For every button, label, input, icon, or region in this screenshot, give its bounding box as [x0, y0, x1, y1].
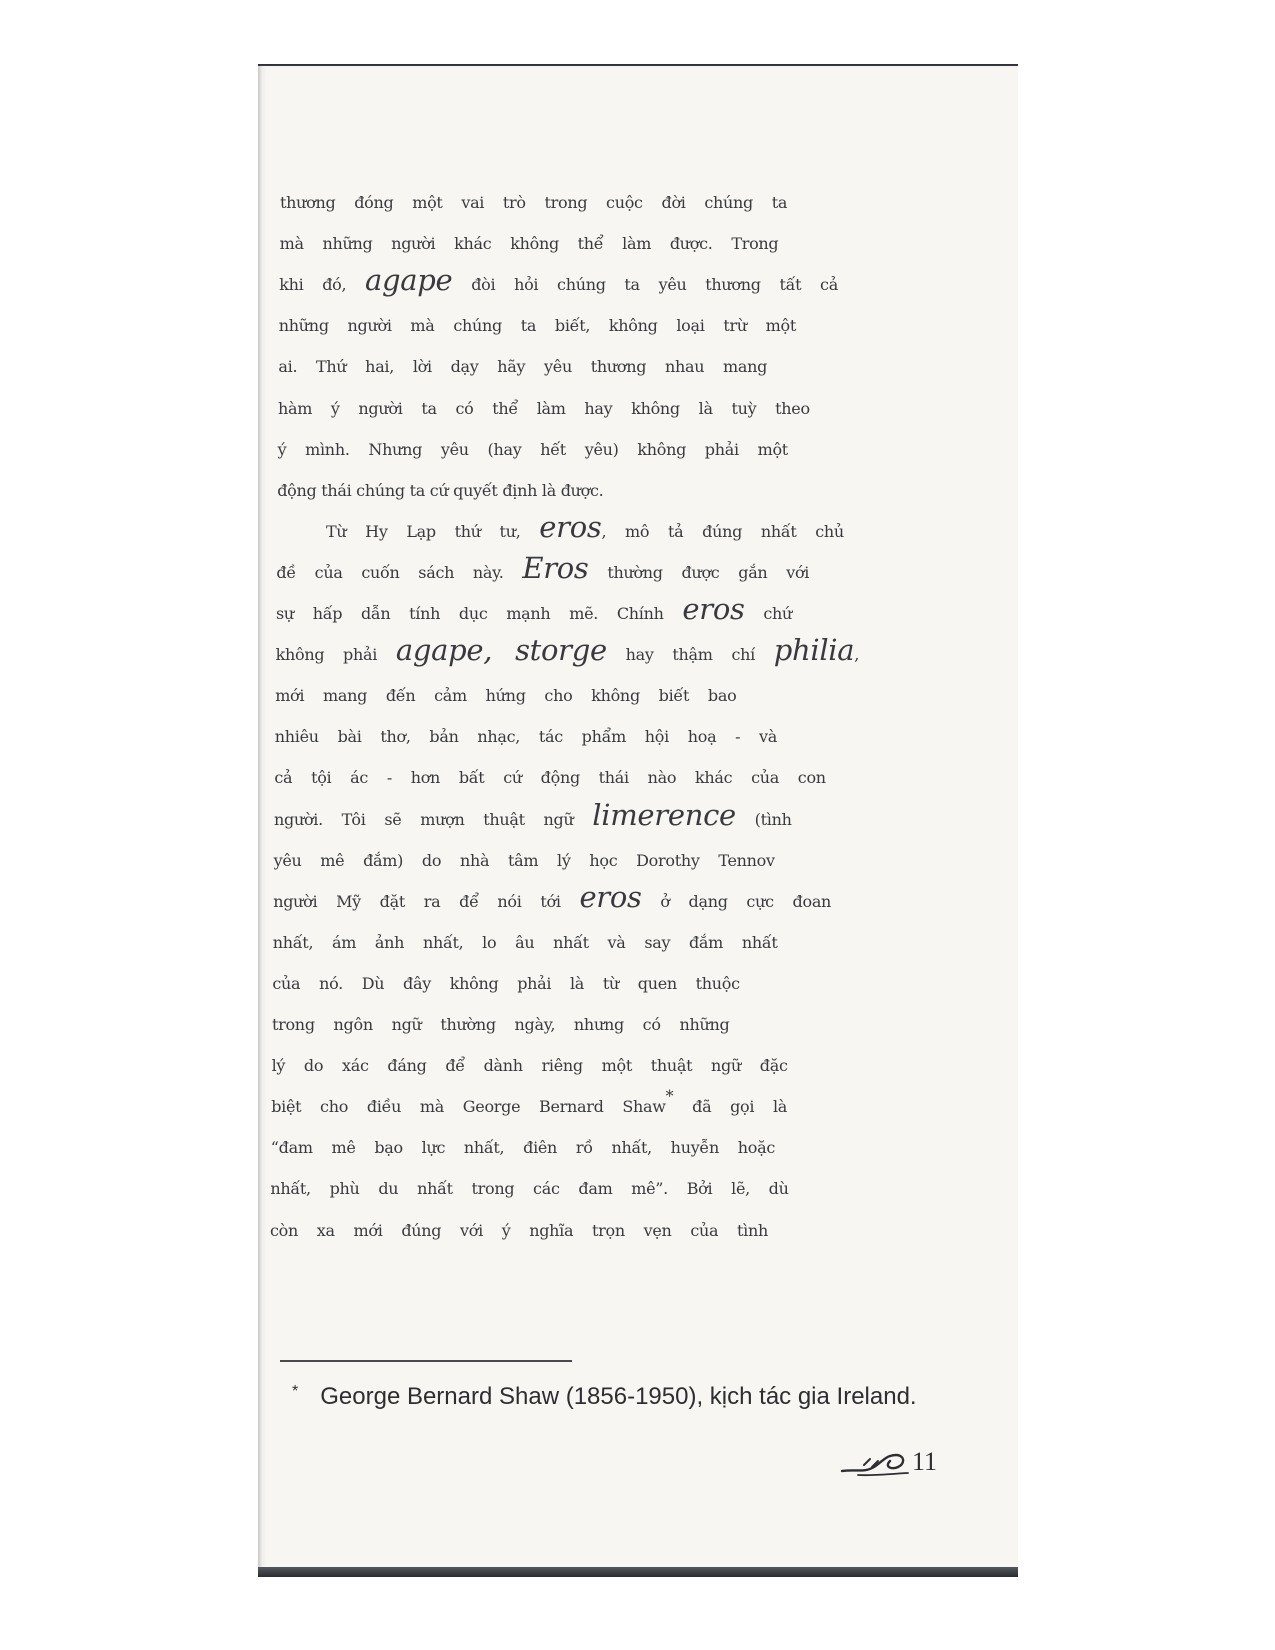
- footnote-ref: *: [665, 1086, 674, 1106]
- text-line: [276, 592, 793, 626]
- text-run: thường được gắn với: [588, 562, 810, 582]
- text-line: [280, 184, 787, 213]
- text-line: [278, 348, 767, 377]
- text-line: [274, 842, 775, 871]
- italic-term: Eros: [522, 550, 589, 585]
- text-run: nhất, ám ảnh nhất, lo âu nhất và say đắm nhất: [272, 932, 778, 952]
- text-run: đề của cuốn sách này.: [276, 562, 523, 582]
- text-run: , mô tả đúng nhất chủ: [601, 521, 844, 541]
- text-run: động thái chúng ta cứ quyết định là được.: [277, 480, 604, 500]
- text-run: ở dạng cực đoan: [641, 891, 832, 911]
- text-line: [278, 390, 810, 419]
- text-run: nhất, phù du nhất trong các đam mê”. Bởi lẽ, dù: [270, 1179, 789, 1199]
- text-run: không phải: [275, 645, 396, 665]
- italic-term: agape, storge: [395, 633, 607, 668]
- text-run: ,: [854, 645, 860, 665]
- text-run: trong ngôn ngữ thường ngày, nhưng có những: [272, 1015, 730, 1034]
- text-run: ai. Thứ hai, lời dạy hãy yêu thương nhau mang: [278, 357, 768, 377]
- text-run: đã gọi là: [673, 1097, 788, 1117]
- text-run: mới mang đến cảm hứng cho không biết bao: [275, 686, 737, 706]
- text-line: [273, 879, 832, 914]
- text-run: thương đóng một vai trò trong cuộc đời chúng ta: [280, 193, 788, 212]
- text-run: Từ Hy Lạp thứ tư,: [326, 521, 540, 541]
- text-run: chứ: [744, 604, 793, 623]
- text-run: biệt cho điều mà George Bernard Shaw: [271, 1097, 666, 1117]
- italic-term: eros: [579, 879, 642, 914]
- footnote-text: George Bernard Shaw (1856-1950), kịch tác gia Ireland.: [320, 1383, 917, 1410]
- text-run: của nó. Dù đây không phải là từ quen thuộc: [272, 973, 740, 993]
- text-run: yêu mê đắm) do nhà tâm lý học Dorothy Tennov: [273, 850, 775, 870]
- text-line: [280, 225, 779, 254]
- text-run: sự hấp dẫn tính dục mạnh mẽ. Chính: [276, 604, 683, 623]
- footnote-mark: *: [292, 1383, 299, 1400]
- text-line: [277, 472, 603, 501]
- text-run: lý do xác đáng để dành riêng một thuật ngữ đặc: [271, 1056, 788, 1076]
- text-line: [275, 633, 860, 668]
- text-run: hàm ý người ta có thể làm hay không là tuỳ theo: [278, 398, 810, 418]
- text-line: [326, 509, 844, 544]
- footnote-rule: [280, 1360, 572, 1362]
- text-line: [274, 797, 792, 832]
- text-run: đòi hỏi chúng ta yêu thương tất cả: [452, 275, 838, 295]
- text-line: [270, 1170, 788, 1199]
- text-run: nhiêu bài thơ, bản nhạc, tác phẩm hội hoạ - và: [274, 727, 777, 747]
- italic-term: agape: [365, 263, 453, 298]
- text-line: [275, 677, 736, 706]
- text-run: những người mà chúng ta biết, không loại trừ một: [278, 316, 796, 336]
- text-line: [278, 431, 788, 460]
- text-run: “đam mê bạo lực nhất, điên rồ nhất, huyễn hoặc: [270, 1138, 776, 1158]
- text-run: mà những người khác không thể làm được. Trong: [279, 234, 779, 254]
- text-run: người Mỹ đặt ra để nói tới: [273, 891, 580, 911]
- page-number: 11: [912, 1447, 938, 1476]
- text-run: (tình: [735, 809, 792, 829]
- text-run: ý mình. Nhưng yêu (hay hết yêu) không phải một: [277, 439, 788, 459]
- text-line: [279, 263, 838, 298]
- text-run: khi đó,: [279, 275, 366, 295]
- text-run: người. Tôi sẽ mượn thuật ngữ: [274, 809, 593, 829]
- italic-term: limerence: [592, 797, 736, 832]
- text-line: [274, 759, 825, 788]
- text-line: [276, 550, 810, 585]
- footnote: [292, 1383, 917, 1411]
- text-line: [271, 1088, 787, 1117]
- text-line: [272, 965, 739, 994]
- italic-term: eros: [539, 509, 602, 544]
- text-run: còn xa mới đúng với ý nghĩa trọn vẹn của tình: [270, 1220, 768, 1240]
- text-line: [279, 307, 796, 336]
- italic-term: philia: [773, 633, 855, 668]
- text-line: [272, 1006, 729, 1035]
- text-run: hay thậm chí: [606, 645, 774, 665]
- text-line: [271, 1129, 775, 1158]
- text-run: cả tội ác - hơn bất cứ động thái nào khác của con: [274, 768, 826, 788]
- text-line: [272, 1047, 788, 1076]
- text-line: [270, 1212, 768, 1241]
- italic-term: eros: [682, 592, 745, 626]
- text-line: [275, 718, 777, 747]
- text-line: [273, 924, 778, 953]
